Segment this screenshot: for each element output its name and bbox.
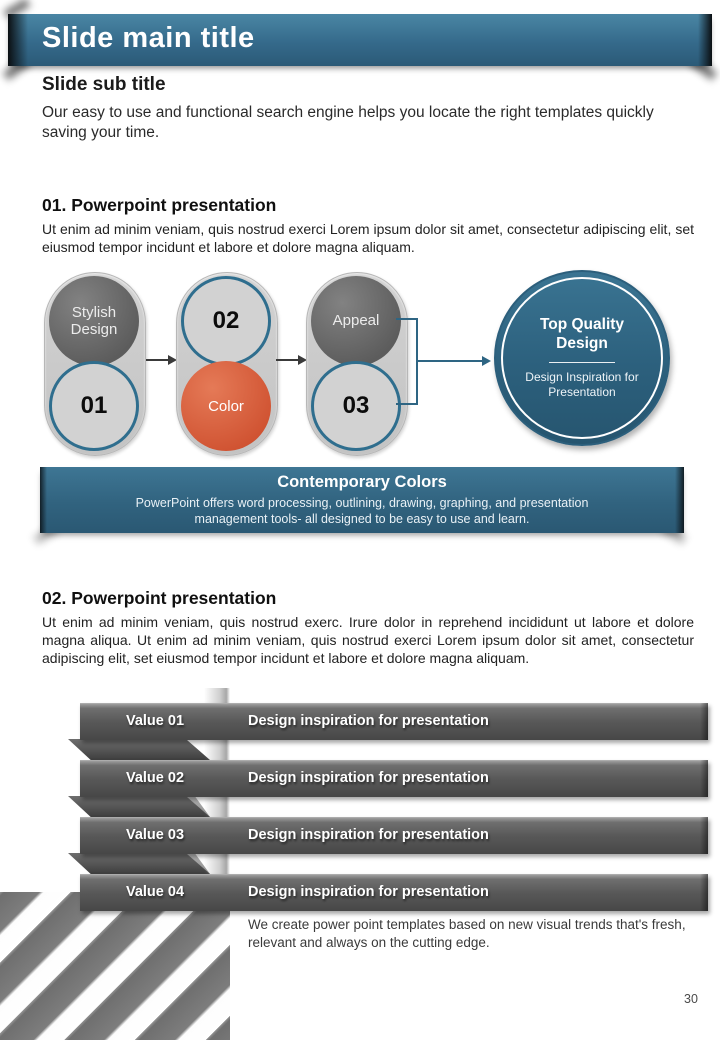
section1-heading: 01. Powerpoint presentation — [42, 195, 277, 215]
value-label: Value 01 — [125, 713, 185, 729]
section2-text: Ut enim ad minim veniam, quis nostrud exerc. Irure dolor in reprehend incididunt ut labore et dolore magna aliqua. Ut enim ad minim veniam, quis nostrud exerci Lorem ipsum dolor sit amet, consectetur adipiscing elit, set eiusmod tempor incidunt et labore et dolore magna aliquam. — [42, 614, 694, 667]
slide-subtitle: Slide sub title — [42, 74, 166, 95]
diagram-circle-stylish-design — [49, 276, 139, 366]
value-description: Design inspiration for presentation — [248, 713, 489, 729]
value-description: Design inspiration for presentation — [248, 827, 489, 843]
circle-label: 03 — [342, 392, 370, 419]
banner-text: PowerPoint offers word processing, outlining, drawing, graphing, and presentation management tools- all designed to be easy to use and learn. — [135, 496, 589, 527]
connector-arrow-icon — [416, 360, 482, 362]
section1-text: Ut enim ad minim veniam, quis nostrud exerci Lorem ipsum dolor sit amet, consectetur adipiscing elit, set eiusmod tempor incidunt et labore et dolore magna aliquam. — [42, 221, 694, 256]
value-label: Value 04 — [125, 884, 185, 900]
contemporary-colors-banner — [40, 467, 684, 533]
ribbon-fold — [68, 853, 210, 874]
diagram-pill-3 — [306, 272, 408, 456]
value-description: Design inspiration for presentation — [248, 884, 489, 900]
value-description: Design inspiration for presentation — [248, 770, 489, 786]
value-row-1 — [80, 703, 708, 740]
circle-label: 01 — [80, 392, 108, 419]
diagram-circle-01 — [49, 361, 139, 451]
ribbon-fold — [68, 796, 210, 817]
circle-label: 02 — [212, 307, 240, 334]
value-row-2 — [80, 760, 708, 797]
banner-title: Contemporary Colors — [277, 473, 447, 491]
result-divider — [549, 362, 615, 363]
result-circle — [494, 270, 670, 446]
connector-line — [396, 318, 418, 320]
diagram-circle-color — [181, 361, 271, 451]
flow-arrow-icon — [146, 359, 168, 361]
diagram-pill-2 — [176, 272, 278, 456]
result-title: Top Quality Design — [539, 316, 625, 352]
connector-line — [396, 403, 418, 405]
value-row-4 — [80, 874, 708, 911]
circle-label: Color — [208, 397, 244, 415]
footer-note: We create power point templates based on new visual trends that's fresh, relevant and always on the cutting edge. — [248, 917, 686, 951]
diagram-pill-1 — [44, 272, 146, 456]
circle-label: Stylish Design — [70, 303, 118, 338]
ribbon-weave-decoration — [0, 892, 230, 1040]
page-number: 30 — [684, 992, 698, 1006]
value-label: Value 02 — [125, 770, 185, 786]
page-title: Slide main title — [42, 22, 255, 54]
value-row-3 — [80, 817, 708, 854]
ribbon-fold — [68, 739, 210, 760]
flow-arrow-icon — [276, 359, 298, 361]
diagram-circle-appeal — [311, 276, 401, 366]
circle-label: Appeal — [332, 312, 380, 330]
diagram-circle-03 — [311, 361, 401, 451]
diagram-circle-02 — [181, 276, 271, 366]
section2-heading: 02. Powerpoint presentation — [42, 588, 277, 608]
intro-text: Our easy to use and functional search engine helps you locate the right templates quickly saving your time. — [42, 104, 654, 142]
title-bar — [8, 14, 712, 66]
result-subtitle: Design Inspiration for Presentation — [525, 369, 639, 399]
value-label: Value 03 — [125, 827, 185, 843]
